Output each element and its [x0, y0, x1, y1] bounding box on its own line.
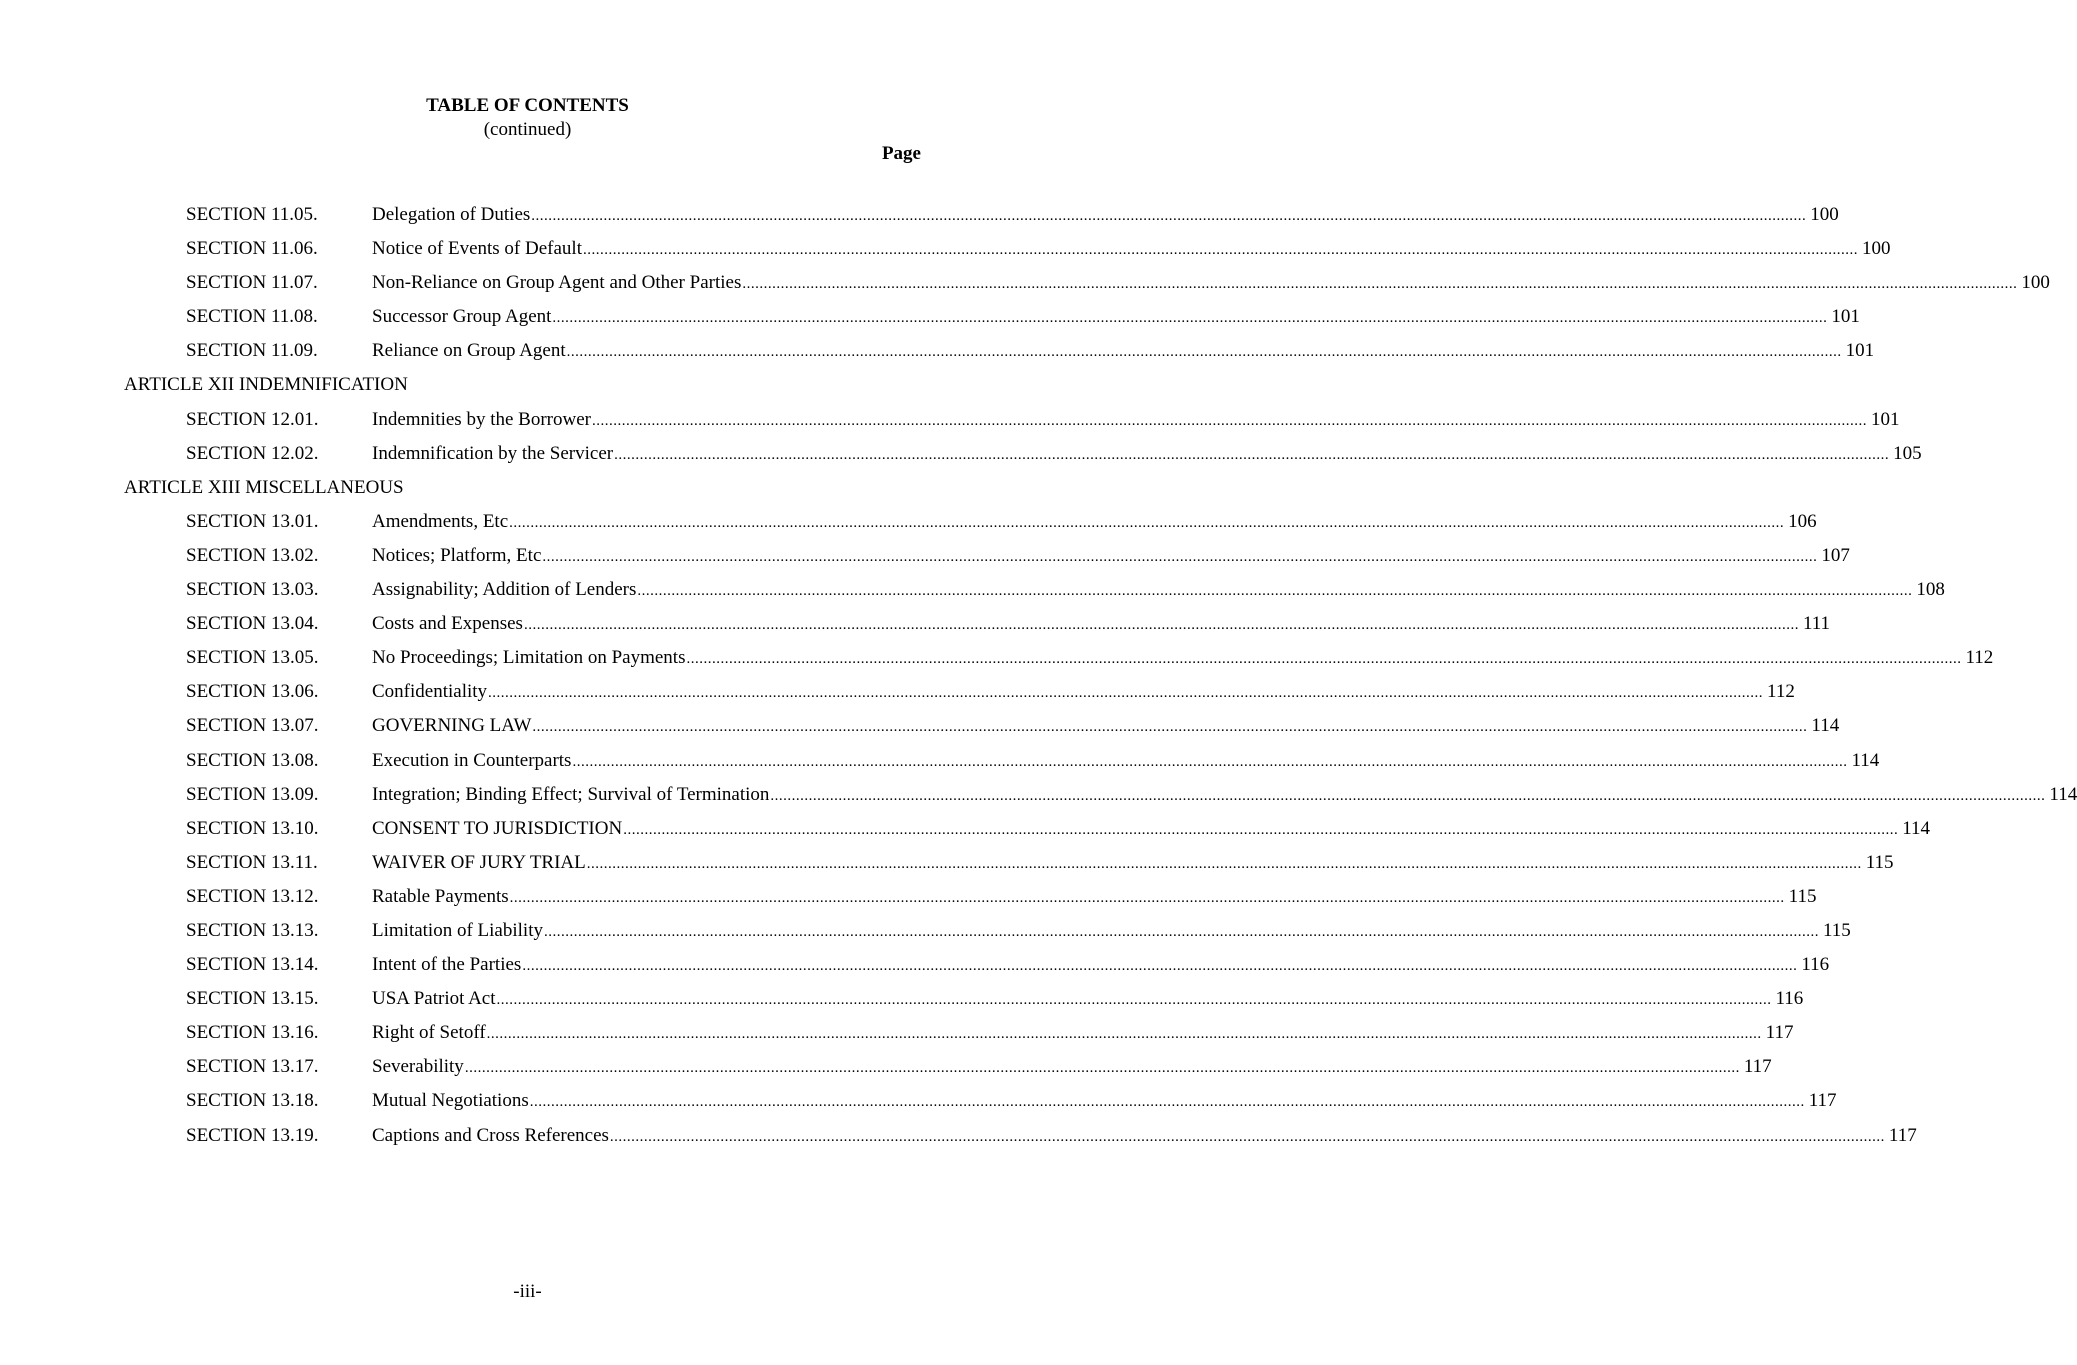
section-number: SECTION 13.18.	[186, 1090, 319, 1112]
dot-leader: ............................................................................................................................................................................................................................................................................................................	[529, 1094, 1805, 1111]
section-title: Captions and Cross References	[372, 1124, 609, 1146]
toc-entry	[0, 266, 2050, 300]
dot-leader: ............................................................................................................................................................................................................................................................................................................	[488, 685, 1764, 702]
section-title: Notices; Platform, Etc	[372, 544, 542, 566]
section-entry	[372, 198, 1839, 233]
dot-leader: ............................................................................................................................................................................................................................................................................................................	[509, 889, 1785, 906]
toc-entry	[0, 709, 1840, 743]
section-page-number: 114	[1811, 715, 1840, 737]
toc-entry	[0, 539, 1850, 573]
section-title: CONSENT TO JURISDICTION	[372, 817, 623, 839]
section-title: Limitation of Liability	[372, 919, 543, 941]
section-page-number: 100	[2021, 272, 2050, 294]
section-entry	[372, 709, 1840, 744]
section-title: Integration; Binding Effect; Survival of Termination	[372, 783, 770, 805]
toc-list	[0, 198, 2077, 1153]
section-entry	[372, 539, 1850, 574]
section-entry	[372, 1119, 1917, 1154]
dot-leader: ............................................................................................................................................................................................................................................................................................................	[582, 242, 1858, 259]
toc-entry	[0, 403, 1900, 437]
section-title: WAIVER OF JURY TRIAL	[372, 851, 586, 873]
section-number: SECTION 12.02.	[186, 442, 319, 464]
section-title: Intent of the Parties	[372, 954, 522, 976]
toc-entry	[0, 982, 1804, 1016]
section-page-number: 111	[1802, 613, 1831, 635]
section-entry	[372, 266, 2050, 301]
section-title: Indemnification by the Servicer	[372, 442, 614, 464]
section-entry	[372, 812, 1930, 847]
toc-entry	[0, 641, 1994, 675]
section-entry	[372, 880, 1817, 915]
dot-leader: ............................................................................................................................................................................................................................................................................................................	[532, 719, 1808, 736]
dot-leader: ............................................................................................................................................................................................................................................................................................................	[552, 310, 1828, 327]
toc-entry	[0, 812, 1930, 846]
section-number: SECTION 11.06.	[186, 238, 318, 260]
dot-leader: ............................................................................................................................................................................................................................................................................................................	[486, 1026, 1762, 1043]
toc-entry	[0, 437, 1922, 471]
toc-article-heading: ARTICLE XIII MISCELLANEOUS	[124, 476, 404, 498]
toc-entry	[0, 505, 1817, 539]
toc-entry	[0, 1016, 1794, 1050]
section-number: SECTION 11.09.	[186, 340, 318, 362]
section-number: SECTION 13.02.	[186, 544, 319, 566]
toc-title: TABLE OF CONTENTS	[426, 95, 629, 116]
section-entry	[372, 505, 1817, 540]
section-page-number: 105	[1893, 442, 1922, 464]
section-number: SECTION 12.01.	[186, 408, 319, 430]
section-entry	[372, 437, 1922, 472]
toc-entry	[0, 573, 1945, 607]
section-page-number: 117	[1808, 1090, 1837, 1112]
section-page-number: 115	[1865, 851, 1894, 873]
section-number: SECTION 13.19.	[186, 1124, 319, 1146]
toc-entry	[0, 300, 1860, 334]
page-footer-number: -iii-	[513, 1281, 542, 1302]
section-number: SECTION 13.05.	[186, 647, 319, 669]
section-number: SECTION 13.11.	[186, 851, 318, 873]
section-number: SECTION 11.07.	[186, 272, 318, 294]
section-number: SECTION 13.16.	[186, 1022, 319, 1044]
section-number: SECTION 11.05.	[186, 204, 318, 225]
section-page-number: 106	[1788, 510, 1817, 532]
toc-entry	[0, 778, 2077, 812]
toc-entry	[0, 1084, 1837, 1118]
toc-entry	[0, 198, 1839, 232]
section-page-number: 112	[1767, 681, 1795, 703]
section-title: Execution in Counterparts	[372, 749, 572, 771]
section-entry	[372, 334, 1875, 369]
dot-leader: ............................................................................................................................................................................................................................................................................................................	[770, 787, 2046, 804]
section-title: Reliance on Group Agent	[372, 340, 566, 362]
section-number: SECTION 13.04.	[186, 613, 319, 635]
section-number: SECTION 13.06.	[186, 681, 319, 703]
section-number: SECTION 11.08.	[186, 306, 318, 328]
section-page-number: 114	[2049, 783, 2077, 805]
section-title: Delegation of Duties	[372, 204, 531, 225]
section-entry	[372, 1050, 1772, 1085]
section-entry	[372, 675, 1795, 710]
section-entry	[372, 607, 1831, 642]
section-number: SECTION 13.14.	[186, 954, 319, 976]
section-title: Successor Group Agent	[372, 306, 552, 328]
section-page-number: 101	[1831, 306, 1860, 328]
section-entry	[372, 1084, 1837, 1119]
page-column-header: Page	[881, 143, 921, 164]
toc-entry	[0, 675, 1795, 709]
toc-entry	[0, 846, 1894, 880]
toc-entry	[0, 607, 1831, 641]
toc-entry	[0, 1119, 1917, 1153]
dot-leader: ............................................................................................................................................................................................................................................................................................................	[591, 412, 1867, 429]
section-entry	[372, 641, 1994, 676]
section-number: SECTION 13.12.	[186, 885, 319, 907]
section-page-number: 116	[1775, 988, 1804, 1010]
section-page-number: 112	[1965, 647, 1994, 669]
section-entry	[372, 948, 1830, 983]
toc-entry	[0, 948, 1830, 982]
section-number: SECTION 13.09.	[186, 783, 319, 805]
section-title: Mutual Negotiations	[372, 1090, 529, 1112]
section-page-number: 114	[1902, 817, 1930, 839]
section-page-number: 100	[1861, 238, 1891, 260]
section-title: Confidentiality	[372, 681, 488, 703]
section-entry	[372, 573, 1945, 608]
toc-subtitle: (continued)	[483, 119, 572, 140]
toc-entry	[0, 744, 1880, 778]
section-page-number: 115	[1788, 885, 1817, 907]
toc-article-heading: ARTICLE XII INDEMNIFICATION	[124, 374, 408, 396]
dot-leader: ............................................................................................................................................................................................................................................................................................................	[566, 344, 1842, 361]
toc-entry	[0, 880, 1817, 914]
section-title: Non-Reliance on Group Agent and Other Parties	[372, 272, 742, 294]
dot-leader: ............................................................................................................................................................................................................................................................................................................	[637, 583, 1913, 600]
dot-leader: ............................................................................................................................................................................................................................................................................................................	[523, 617, 1799, 634]
section-title: Costs and Expenses	[372, 613, 523, 635]
dot-leader: ............................................................................................................................................................................................................................................................................................................	[522, 958, 1798, 975]
section-entry	[372, 982, 1804, 1017]
section-title: Ratable Payments	[372, 885, 509, 907]
section-title: Indemnities by the Borrower	[372, 408, 591, 430]
section-title: Amendments, Etc	[372, 510, 509, 532]
section-title: USA Patriot Act	[372, 988, 496, 1010]
dot-leader: ............................................................................................................................................................................................................................................................................................................	[496, 992, 1772, 1009]
section-page-number: 116	[1801, 954, 1830, 976]
dot-leader: ............................................................................................................................................................................................................................................................................................................	[609, 1128, 1885, 1145]
section-page-number: 117	[1743, 1056, 1772, 1078]
section-number: SECTION 13.17.	[186, 1056, 319, 1078]
section-page-number: 101	[1870, 408, 1900, 430]
dot-leader: ............................................................................................................................................................................................................................................................................................................	[623, 821, 1899, 838]
dot-leader: ............................................................................................................................................................................................................................................................................................................	[572, 753, 1848, 770]
section-page-number: 108	[1916, 579, 1945, 601]
section-number: SECTION 13.10.	[186, 817, 319, 839]
section-page-number: 115	[1822, 919, 1851, 941]
section-number: SECTION 13.15.	[186, 988, 319, 1010]
section-entry	[372, 300, 1860, 335]
section-number: SECTION 13.08.	[186, 749, 319, 771]
dot-leader: ............................................................................................................................................................................................................................................................................................................	[586, 855, 1862, 872]
section-entry	[372, 403, 1900, 438]
section-entry	[372, 232, 1891, 267]
dot-leader: ............................................................................................................................................................................................................................................................................................................	[742, 276, 2018, 293]
section-page-number: 117	[1765, 1022, 1794, 1044]
section-title: Notice of Events of Default	[372, 238, 582, 260]
section-entry	[372, 846, 1894, 881]
section-title: Severability	[372, 1056, 464, 1078]
section-page-number: 101	[1845, 340, 1875, 362]
dot-leader: ............................................................................................................................................................................................................................................................................................................	[543, 923, 1819, 940]
section-page-number: 117	[1888, 1124, 1917, 1146]
section-title: Assignability; Addition of Lenders	[372, 579, 637, 601]
section-number: SECTION 13.07.	[186, 715, 319, 737]
toc-entry	[0, 1050, 1772, 1084]
dot-leader: ............................................................................................................................................................................................................................................................................................................	[509, 514, 1785, 531]
section-title: No Proceedings; Limitation on Payments	[372, 647, 686, 669]
section-page-number: 114	[1851, 749, 1880, 771]
dot-leader: ............................................................................................................................................................................................................................................................................................................	[542, 548, 1818, 565]
section-entry	[372, 1016, 1794, 1051]
dot-leader: ............................................................................................................................................................................................................................................................................................................	[531, 208, 1807, 224]
section-number: SECTION 13.13.	[186, 919, 319, 941]
dot-leader: ............................................................................................................................................................................................................................................................................................................	[614, 446, 1890, 463]
section-page-number: 100	[1810, 204, 1839, 225]
section-title: GOVERNING LAW	[372, 715, 532, 737]
section-number: SECTION 13.01.	[186, 510, 319, 532]
section-title: Right of Setoff	[372, 1022, 486, 1044]
toc-entry	[0, 914, 1851, 948]
section-entry	[372, 914, 1851, 949]
section-entry	[372, 778, 2077, 813]
dot-leader: ............................................................................................................................................................................................................................................................................................................	[464, 1060, 1740, 1077]
dot-leader: ............................................................................................................................................................................................................................................................................................................	[686, 651, 1962, 668]
section-number: SECTION 13.03.	[186, 579, 319, 601]
toc-entry	[0, 232, 1891, 266]
toc-entry	[0, 334, 1875, 368]
section-page-number: 107	[1821, 544, 1850, 566]
section-entry	[372, 744, 1880, 779]
